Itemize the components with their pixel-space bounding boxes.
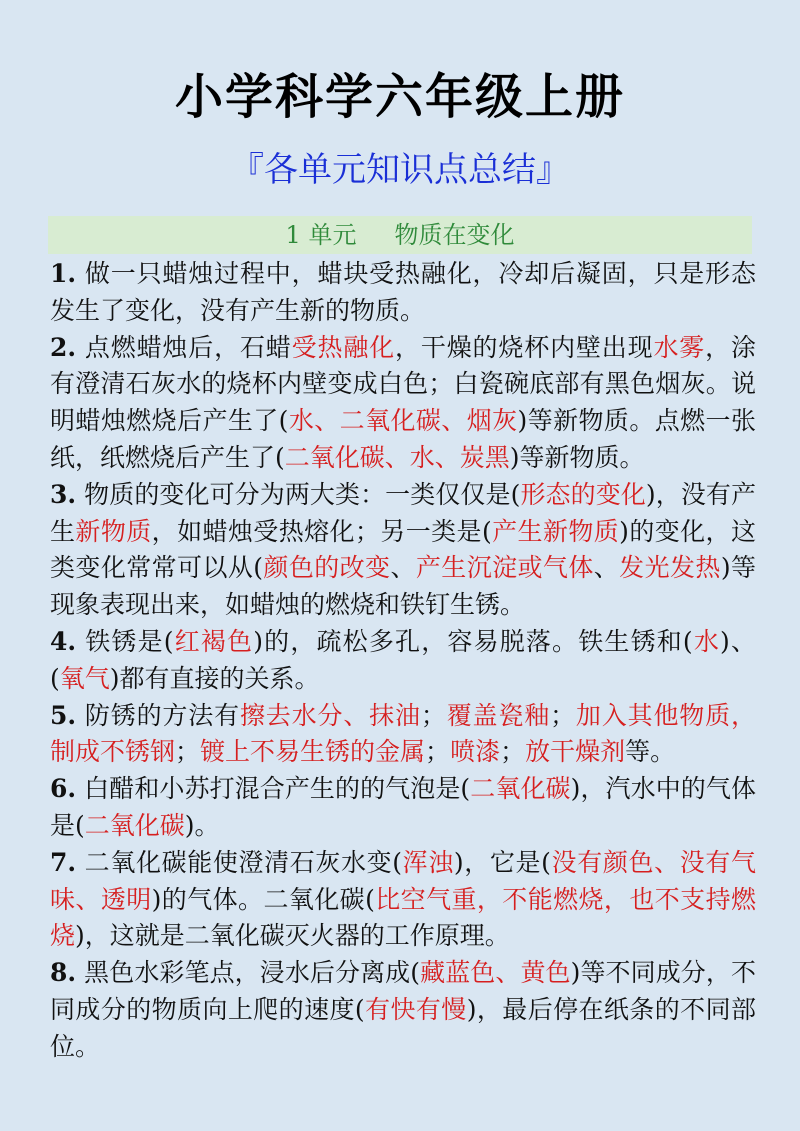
highlighted-answer: 放干燥剂: [525, 737, 626, 767]
knowledge-point-item: [50, 477, 756, 624]
item-text: ；: [425, 737, 451, 767]
item-text: )等新物质。点燃一张纸，纸燃烧后产生了(: [50, 406, 756, 472]
knowledge-point-item: [50, 698, 756, 772]
highlighted-answer: 受热融化: [291, 332, 396, 362]
knowledge-point-item: [50, 330, 756, 477]
highlighted-answer: 藏蓝色、黄色: [420, 958, 571, 988]
item-text: )都有直接的关系。: [109, 663, 320, 693]
knowledge-point-item: [50, 845, 756, 955]
highlighted-answer: 颜色的改变: [263, 553, 391, 583]
highlighted-answer: 发光发热: [619, 553, 721, 583]
item-number: 6.: [50, 774, 77, 804]
knowledge-point-item: [50, 955, 756, 1065]
item-text: ，干燥的烧杯内壁出现: [395, 332, 654, 362]
item-text: )等现象表现出来，如蜡烛的燃烧和铁钉生锈。: [50, 553, 756, 620]
item-number: 4.: [50, 626, 77, 656]
item-number: 7.: [50, 847, 77, 877]
highlighted-answer: 覆盖瓷釉: [445, 700, 551, 730]
highlighted-answer: 水: [692, 626, 721, 656]
highlighted-answer: 二氧化碳: [470, 774, 571, 804]
highlighted-answer: 二氧化碳: [84, 810, 185, 840]
knowledge-point-item: [50, 771, 756, 845]
page-subtitle: 『各单元知识点总结』: [230, 150, 570, 190]
knowledge-points: [50, 256, 756, 1066]
item-text: )，最后停在纸条的不同部位。: [50, 994, 756, 1061]
item-text: )、(: [50, 626, 756, 693]
highlighted-answer: 红褐色: [173, 626, 254, 656]
item-number: 3.: [50, 479, 77, 509]
highlighted-answer: 加入其他物质，制成不锈钢: [50, 700, 756, 767]
item-text: ；: [420, 700, 446, 730]
item-text: ，如蜡烛受热熔化；另一类是(: [151, 516, 492, 546]
unit-number: 1 单元: [285, 221, 357, 249]
unit-heading: [48, 216, 752, 254]
item-text: 点燃蜡烛后，石蜡: [76, 332, 292, 362]
highlighted-answer: 擦去水分、抹油: [239, 700, 421, 730]
item-text: 防锈的方法有: [76, 700, 240, 730]
highlighted-answer: 水、二氧化碳、烟灰: [288, 406, 518, 436]
highlighted-answer: 浑浊: [402, 847, 454, 877]
highlighted-answer: 水雾: [653, 332, 706, 362]
highlighted-answer: 二氧化碳、水、炭黑: [284, 442, 510, 472]
item-text: 等。: [625, 737, 676, 767]
highlighted-answer: 新物质: [75, 516, 152, 546]
item-text: 铁锈是(: [76, 626, 174, 656]
item-text: ；: [550, 700, 576, 730]
highlighted-answer: 喷漆: [450, 737, 501, 767]
highlighted-answer: 有快有慢: [364, 994, 467, 1024]
item-text: )等不同成分，不同成分的物质向上爬的速度(: [50, 958, 756, 1024]
highlighted-answer: 产生新物质: [491, 516, 620, 546]
item-text: )。: [184, 810, 220, 840]
highlighted-answer: 产生沉淀或气体: [415, 553, 594, 583]
highlighted-answer: 没有颜色、没有气味、透明: [50, 847, 756, 914]
item-text: 、: [390, 553, 416, 583]
item-text: )的，疏松多孔，容易脱落。铁生锈和(: [253, 626, 693, 656]
item-text: 物质的变化可分为两大类：一类仅仅是(: [76, 479, 521, 509]
item-number: 2.: [50, 332, 77, 362]
item-text: )的变化，这类变化常常可以从(: [50, 516, 756, 583]
item-text: 白醋和小苏打混合产生的的气泡是(: [76, 774, 471, 804]
unit-name: 物质在变化: [394, 221, 515, 249]
item-number: 8.: [50, 958, 77, 988]
highlighted-answer: 比空气重，不能燃烧，也不支持燃烧: [50, 884, 756, 951]
item-number: 1.: [50, 259, 77, 288]
item-text: )等新物质。: [509, 442, 645, 472]
item-text: 黑色水彩笔点，浸水后分离成(: [76, 958, 421, 988]
highlighted-answer: 形态的变化: [520, 479, 646, 509]
knowledge-point-item: [50, 256, 756, 330]
item-text: )，这就是二氧化碳灭火器的工作原理。: [75, 921, 510, 951]
item-text: ；: [500, 737, 526, 767]
knowledge-point-item: [50, 624, 756, 698]
item-text: )的气体。二氧化碳(: [151, 884, 375, 914]
item-text: )，没有产生: [50, 479, 756, 546]
item-text: ，涂有澄清石灰水的烧杯内壁变成白色；白瓷碗底部有黑色烟灰。说明蜡烛燃烧后产生了(: [50, 332, 756, 436]
item-number: 5.: [50, 700, 77, 730]
page-title: 小学科学六年级上册: [174, 69, 625, 125]
item-text: )，它是(: [453, 847, 551, 877]
item-text: 、: [593, 553, 620, 583]
item-text: 二氧化碳能使澄清石灰水变(: [76, 847, 403, 877]
highlighted-answer: 氧气: [59, 663, 110, 693]
item-text: 做一只蜡烛过程中，蜡块受热融化，冷却后凝固，只是形态发生了变化，没有产生新的物质。: [50, 259, 756, 325]
item-text: )，汽水中的气体是(: [50, 774, 756, 840]
highlighted-answer: 镀上不易生锈的金属: [200, 737, 426, 767]
item-text: ；: [175, 737, 201, 767]
